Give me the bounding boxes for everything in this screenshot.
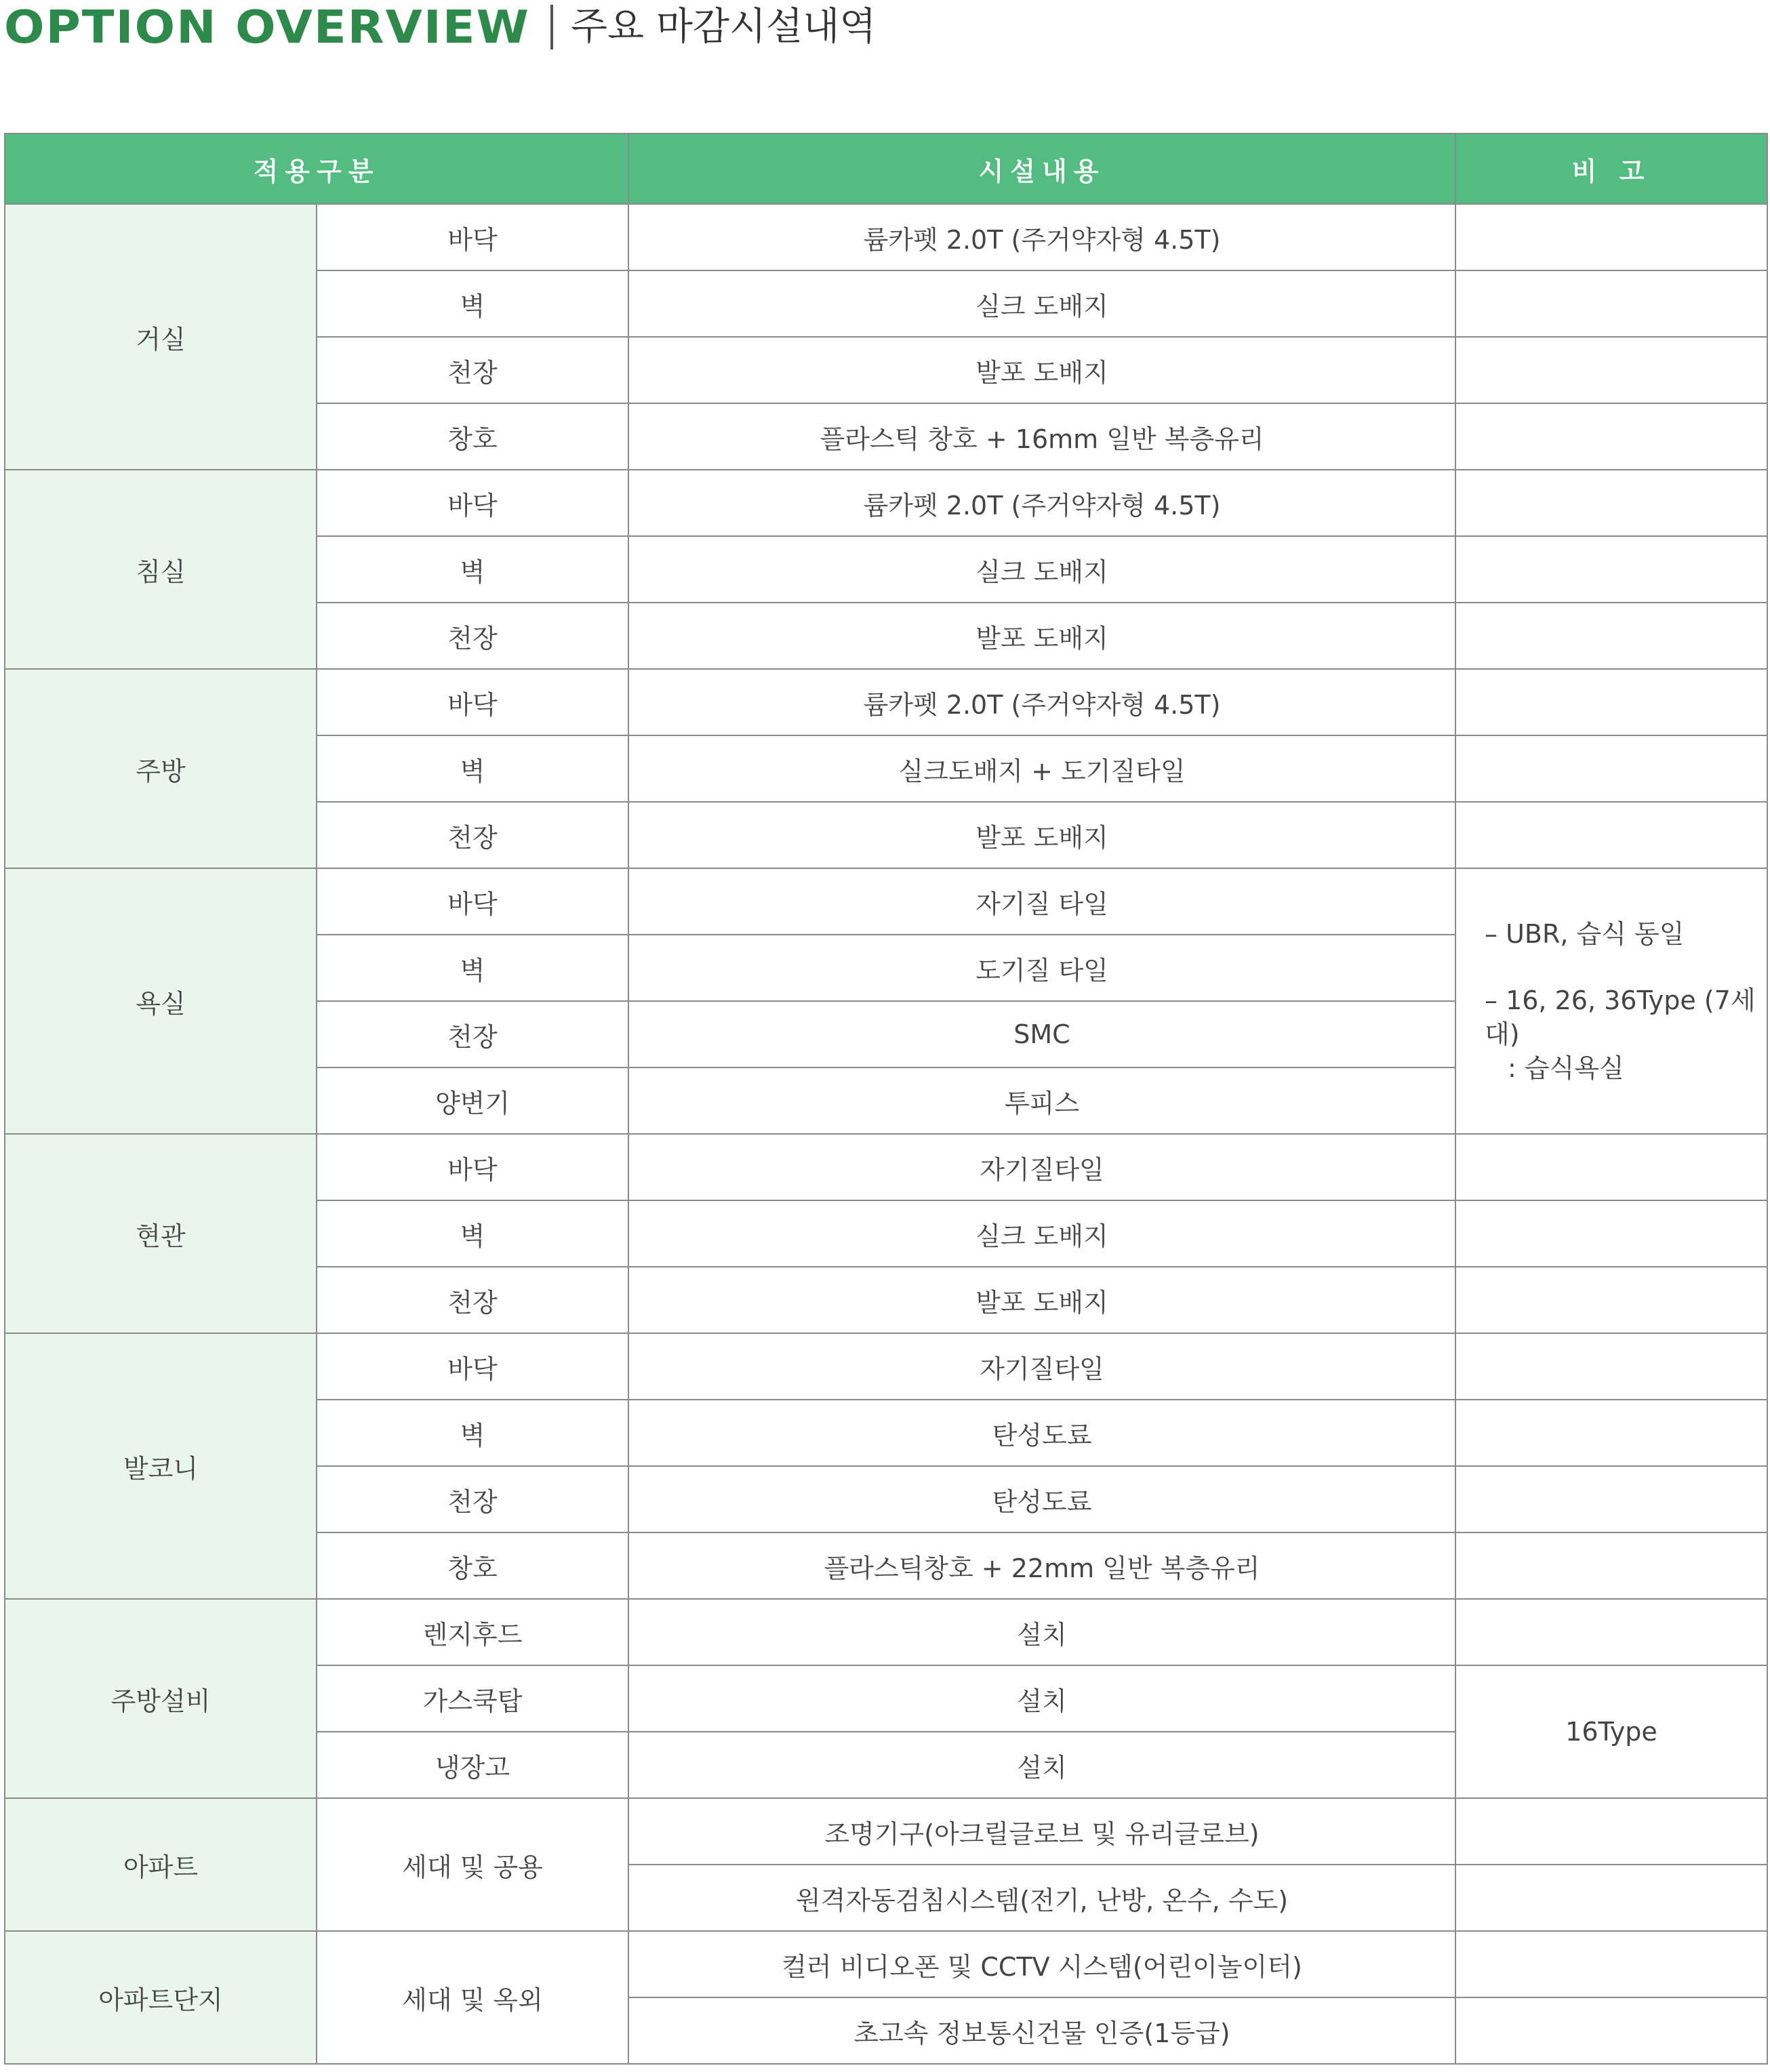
content-cell: 설치 [628, 1732, 1455, 1798]
column-header-category: 적용구분 [5, 134, 628, 204]
category-cell: 현관 [5, 1134, 317, 1333]
note-cell [1455, 1134, 1767, 1200]
table-row [5, 1798, 1767, 1865]
content-cell: 설치 [628, 1665, 1455, 1732]
item-cell: 창호 [317, 403, 628, 470]
page-subtitle: 주요 마감시설내역 [570, 5, 877, 49]
content-cell: 실크 도배지 [628, 270, 1455, 337]
content-cell: 발포 도배지 [628, 337, 1455, 403]
header-divider [550, 5, 553, 49]
note-cell [1455, 1931, 1767, 1997]
content-cell: 발포 도배지 [628, 1267, 1455, 1333]
item-cell: 바닥 [317, 204, 628, 270]
category-cell: 침실 [5, 470, 317, 669]
content-cell: 탄성도료 [628, 1466, 1455, 1532]
brand-title: OPTION OVERVIEW [4, 1, 530, 54]
content-cell: 설치 [628, 1599, 1455, 1665]
note-cell [1455, 204, 1767, 270]
column-header-note: 비 고 [1455, 134, 1767, 204]
item-cell: 세대 및 옥외 [317, 1931, 628, 2064]
note-cell [1455, 1333, 1767, 1400]
table-row [5, 1931, 1767, 1997]
note-cell [1455, 337, 1767, 403]
item-cell: 천장 [317, 603, 628, 669]
content-cell: 실크 도배지 [628, 1200, 1455, 1267]
item-cell: 바닥 [317, 868, 628, 935]
item-cell: 벽 [317, 735, 628, 802]
note-cell [1455, 1997, 1767, 2064]
content-cell: 자기질 타일 [628, 868, 1455, 935]
item-cell: 양변기 [317, 1068, 628, 1134]
note-cell [1455, 1400, 1767, 1466]
item-cell: 벽 [317, 536, 628, 603]
note-cell [1455, 403, 1767, 470]
table-row [5, 868, 1767, 935]
category-cell: 거실 [5, 204, 317, 470]
content-cell: 발포 도배지 [628, 802, 1455, 868]
item-cell: 천장 [317, 1267, 628, 1333]
note-cell [1455, 1599, 1767, 1665]
item-cell: 벽 [317, 935, 628, 1001]
content-cell: 륨카펫 2.0T (주거약자형 4.5T) [628, 204, 1455, 270]
item-cell: 가스쿡탑 [317, 1665, 628, 1732]
table-row [5, 1333, 1767, 1400]
table-row [5, 1599, 1767, 1665]
item-cell: 바닥 [317, 1134, 628, 1200]
category-cell: 아파트단지 [5, 1931, 317, 2064]
table-row [5, 204, 1767, 270]
content-cell: SMC [628, 1001, 1455, 1068]
note-cell [1455, 1466, 1767, 1532]
content-cell: 실크 도배지 [628, 536, 1455, 603]
item-cell: 바닥 [317, 470, 628, 536]
note-cell [1455, 802, 1767, 868]
item-cell: 창호 [317, 1532, 628, 1599]
content-cell: 륨카펫 2.0T (주거약자형 4.5T) [628, 470, 1455, 536]
page-header [4, 0, 876, 54]
content-cell: 실크도배지 + 도기질타일 [628, 735, 1455, 802]
finish-spec-table [4, 133, 1768, 2065]
category-cell: 욕실 [5, 868, 317, 1134]
item-cell: 벽 [317, 1400, 628, 1466]
category-cell: 주방 [5, 669, 317, 868]
table-row [5, 470, 1767, 536]
item-cell: 천장 [317, 1466, 628, 1532]
note-line: : 습식욕실 [1508, 1053, 1624, 1083]
item-cell: 바닥 [317, 669, 628, 735]
table-row [5, 669, 1767, 735]
note-cell [1455, 669, 1767, 735]
content-cell: 자기질타일 [628, 1333, 1455, 1400]
note-cell [1455, 1267, 1767, 1333]
note-cell [1455, 1200, 1767, 1267]
item-cell: 냉장고 [317, 1732, 628, 1798]
note-cell [1455, 270, 1767, 337]
item-cell: 바닥 [317, 1333, 628, 1400]
table-header-row [5, 134, 1767, 204]
content-cell: 원격자동검침시스템(전기, 난방, 온수, 수도) [628, 1865, 1455, 1931]
bathroom-note-cell [1455, 868, 1767, 1134]
category-cell: 아파트 [5, 1798, 317, 1931]
category-cell: 주방설비 [5, 1599, 317, 1798]
table-row [5, 1134, 1767, 1200]
column-header-content: 시설내용 [628, 134, 1455, 204]
content-cell: 조명기구(아크릴글로브 및 유리글로브) [628, 1798, 1455, 1865]
kitchen-equipment-note-cell: 16Type [1455, 1665, 1767, 1798]
content-cell: 플라스틱창호 + 22mm 일반 복층유리 [628, 1532, 1455, 1599]
item-cell: 세대 및 공용 [317, 1798, 628, 1931]
note-cell [1455, 1798, 1767, 1865]
note-cell [1455, 735, 1767, 802]
item-cell: 벽 [317, 270, 628, 337]
note-cell [1455, 1865, 1767, 1931]
content-cell: 투피스 [628, 1068, 1455, 1134]
content-cell: 컬러 비디오폰 및 CCTV 시스템(어린이놀이터) [628, 1931, 1455, 1997]
content-cell: 도기질 타일 [628, 935, 1455, 1001]
item-cell: 벽 [317, 1200, 628, 1267]
note-line: – 16, 26, 36Type (7세대) [1485, 986, 1756, 1049]
content-cell: 륨카펫 2.0T (주거약자형 4.5T) [628, 669, 1455, 735]
content-cell: 탄성도료 [628, 1400, 1455, 1466]
item-cell: 천장 [317, 802, 628, 868]
content-cell: 초고속 정보통신건물 인증(1등급) [628, 1997, 1455, 2064]
content-cell: 발포 도배지 [628, 603, 1455, 669]
content-cell: 플라스틱 창호 + 16mm 일반 복층유리 [628, 403, 1455, 470]
note-line: – UBR, 습식 동일 [1485, 919, 1685, 949]
item-cell: 천장 [317, 1001, 628, 1068]
item-cell: 천장 [317, 337, 628, 403]
note-cell [1455, 470, 1767, 536]
note-cell [1455, 536, 1767, 603]
content-cell: 자기질타일 [628, 1134, 1455, 1200]
note-cell [1455, 603, 1767, 669]
note-cell [1455, 1532, 1767, 1599]
category-cell: 발코니 [5, 1333, 317, 1599]
item-cell: 렌지후드 [317, 1599, 628, 1665]
